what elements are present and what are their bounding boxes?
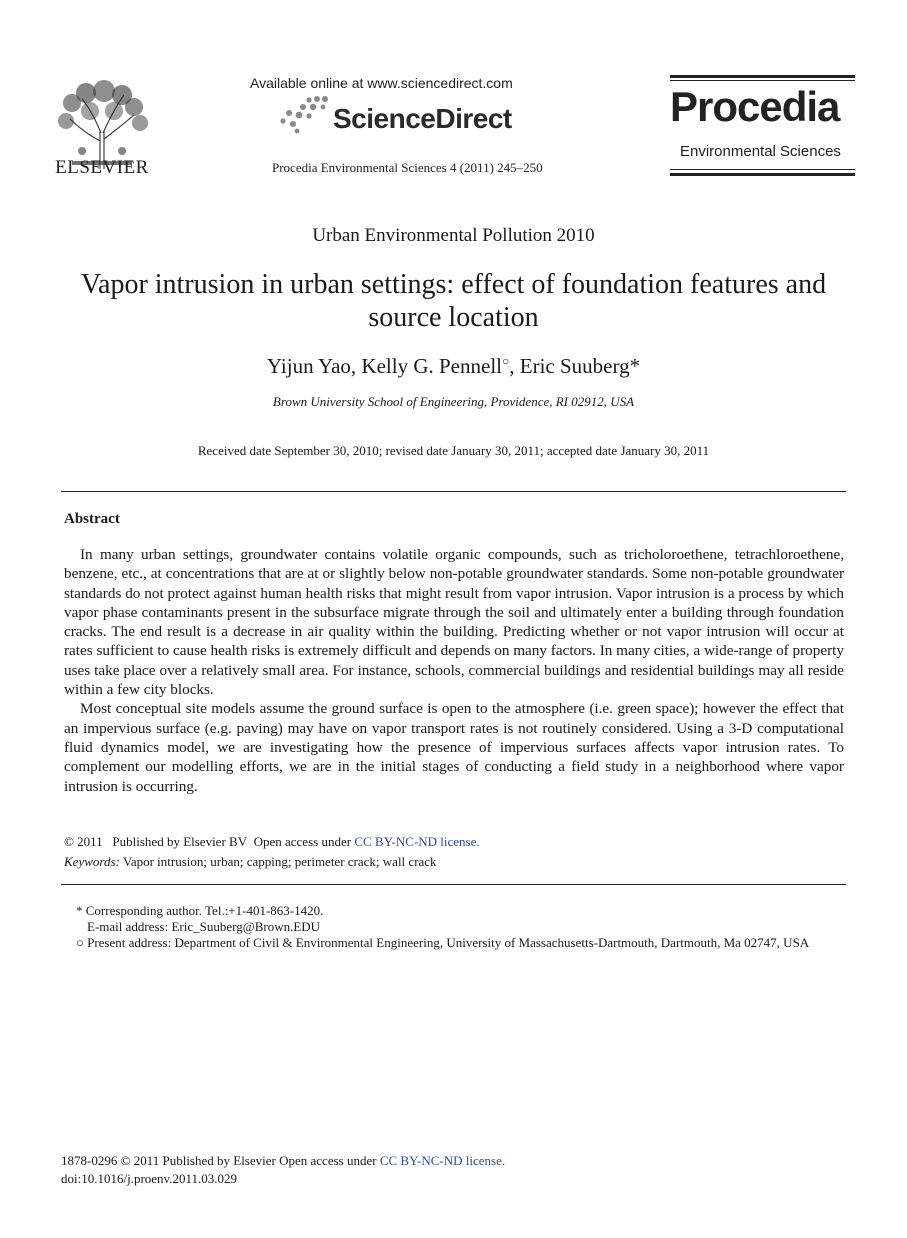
copyright-year: © 2011 — [64, 834, 103, 849]
procedia-logo — [670, 75, 855, 177]
divider-top — [61, 491, 846, 492]
abstract-paragraph: In many urban settings, groundwater contains volatile organic compounds, such as tricholoroethene, tetrachloroethene, benzene, etc., at concentrations that are at or slightly below non-potable groundwater standards. Some non-potable groundwater standards do not protect against human health risks that might result from vapor intrusion. Vapor intrusion is a process by which vapor phase contaminants present in the subsurface migrate through the soil and ultimately enter a building through foundation cracks. The end result is a decrease in air quality within the building. Predicting whether or not vapor intrusion will occur at rates sufficient to cause health risks is extremely difficult and depends on many factors. In many cities, a wide-range of property uses take place over a relatively small area. For instance, schools, commercial buildings and residential buildings may all reside within a few city blocks. — [64, 546, 844, 699]
available-online-text[interactable]: Available online at www.sciencedirect.com — [250, 75, 513, 91]
sciencedirect-name: ScienceDirect — [333, 103, 512, 134]
journal-reference: Procedia Environmental Sciences 4 (2011) 245–250 — [272, 160, 543, 175]
keywords-list: Vapor intrusion; urban; capping; perimeter crack; wall crack — [122, 854, 437, 869]
footnotes — [76, 903, 809, 951]
open-access-text: Open access under — [253, 834, 352, 849]
procedia-subtitle: Environmental Sciences — [680, 143, 841, 160]
doi[interactable]: doi:10.1016/j.proenv.2011.03.029 — [61, 1171, 237, 1186]
copyright-line — [64, 834, 480, 850]
issn-text: 1878-0296 © 2011 Published by Elsevier Open access under — [61, 1153, 377, 1168]
affiliation: Brown University School of Engineering, Providence, RI 02912, USA — [272, 394, 635, 409]
corresponding-author-note: * Corresponding author. Tel.:+1-401-863-1420. — [76, 903, 324, 918]
procedia-name: Procedia — [670, 83, 840, 130]
abstract-heading: Abstract — [64, 511, 120, 527]
received-dates: Received date September 30, 2010; revised date January 30, 2011; accepted date January 30, 2011 — [197, 443, 710, 458]
author-list — [0, 354, 907, 379]
conference-name: Urban Environmental Pollution 2010 — [312, 225, 595, 246]
abstract-paragraph: Most conceptual site models assume the ground surface is open to the atmosphere (i.e. green space); however the effect that an impervious surface (e.g. paving) may have on vapor transport rates is not routinely considered. Using a 3-D computational fluid dynamics model, we are investigating how the presence of impervious surfaces affects vapor intrusion rates. To complement our modelling efforts, we are in the initial stages of conducting a field study in a neighborhood where vapor intrusion is occurring. — [64, 700, 844, 795]
issn-line — [61, 1153, 505, 1169]
keywords-line — [64, 854, 437, 870]
email-note[interactable]: E-mail address: Eric_Suuberg@Brown.EDU — [87, 919, 321, 934]
author-names-1: Yijun Yao, Kelly G. Pennell — [266, 354, 502, 378]
abstract-body — [64, 545, 844, 796]
keywords-label: Keywords: — [64, 854, 120, 869]
copyright-publisher: Published by Elsevier BV — [112, 834, 248, 849]
publisher-logo-text: ELSEVIER — [55, 157, 149, 178]
present-address-mark: ○ — [502, 354, 510, 368]
divider-bottom — [61, 884, 846, 885]
license-link[interactable]: CC BY-NC-ND license. — [354, 834, 480, 849]
license-link-bottom[interactable]: CC BY-NC-ND license. — [379, 1153, 506, 1168]
author-names-2: , Eric Suuberg* — [509, 354, 641, 378]
sciencedirect-dots-icon — [275, 95, 335, 135]
present-address-note: ○ Present address: Department of Civil & Environmental Engineering, University of Massachusetts-Dartmouth, Dartmouth, Ma 02747, USA — [76, 935, 810, 950]
paper-title: Vapor intrusion in urban settings: effect of foundation features and source location — [80, 269, 827, 333]
